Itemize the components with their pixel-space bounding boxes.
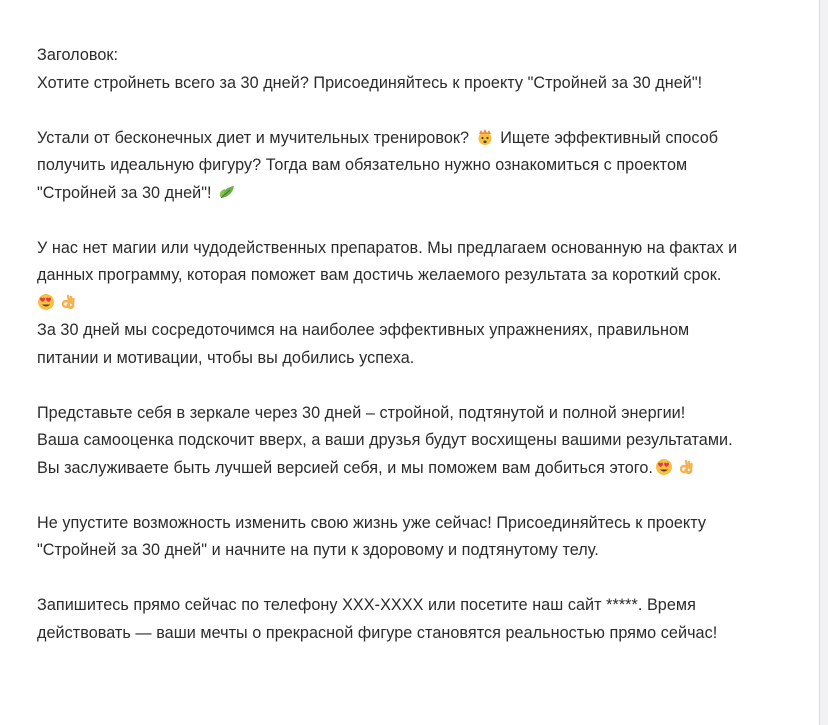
paragraph-line: действовать — ваши мечты о прекрасной фигуре становятся реальностью прямо сейчас! (37, 623, 718, 642)
heading-text: Хотите стройнеть всего за 30 дней? Присоединяйтесь к проекту "Стройней за 30 дней"! (37, 73, 703, 92)
exploding-head-emoji-icon (476, 128, 494, 146)
paragraph-3 (37, 400, 812, 483)
heart-eyes-emoji-icon (655, 458, 673, 476)
paragraph-text: Устали от бесконечных диет и мучительных тренировок? (37, 128, 470, 147)
paragraph-line: Не упустите возможность изменить свою жизнь уже сейчас! Присоединяйтесь к проекту (37, 513, 707, 532)
heading-label: Заголовок: (37, 46, 119, 64)
paragraph-line: Ваша самооценка подскочит вверх, а ваши друзья будут восхищены вашими результатами. (37, 431, 733, 449)
heart-eyes-emoji-icon (37, 293, 55, 311)
paragraph-4 (37, 510, 812, 565)
paragraph-text: Вы заслуживаете быть лучшей версией себя, и мы поможем вам добиться этого. (37, 458, 653, 477)
paragraph-line: "Стройней за 30 дней" и начните на пути к здоровому и подтянутому телу. (37, 541, 599, 559)
herb-leaf-emoji-icon (218, 183, 236, 201)
paragraph-text: "Стройней за 30 дней"! (37, 183, 212, 202)
paragraph-line: получить идеальную фигуру? Тогда вам обязательно нужно ознакомиться с проектом (37, 156, 688, 174)
paragraph-5 (37, 592, 812, 647)
paragraph-line (37, 180, 812, 208)
paragraph-line (37, 125, 812, 153)
paragraph-line (37, 455, 812, 483)
paragraph-text: Ищете эффективный способ (500, 128, 719, 147)
paragraph-2 (37, 235, 812, 373)
paragraph-line: За 30 дней мы сосредоточимся на наиболее эффективных упражнениях, правильном (37, 321, 690, 339)
paragraph-line: У нас нет магии или чудодейственных препаратов. Мы предлагаем основанную на фактах и (37, 238, 738, 257)
paragraph-1 (37, 125, 812, 208)
heading-block (37, 42, 812, 97)
paragraph-line: данных программу, которая поможет вам достичь желаемого результата за короткий срок. (37, 266, 722, 284)
paragraph-line: Представьте себя в зеркале через 30 дней – стройной, подтянутой и полной энергии! (37, 403, 686, 422)
emoji-line (37, 290, 812, 318)
paragraph-line: Запишитесь прямо сейчас по телефону XXX-XXXX или посетите наш сайт *****. Время (37, 596, 696, 614)
paragraph-line: питании и мотивации, чтобы вы добились успеха. (37, 348, 415, 367)
document-body (37, 42, 812, 675)
ok-hand-emoji-icon (59, 293, 77, 311)
ok-hand-emoji-icon (677, 458, 695, 476)
